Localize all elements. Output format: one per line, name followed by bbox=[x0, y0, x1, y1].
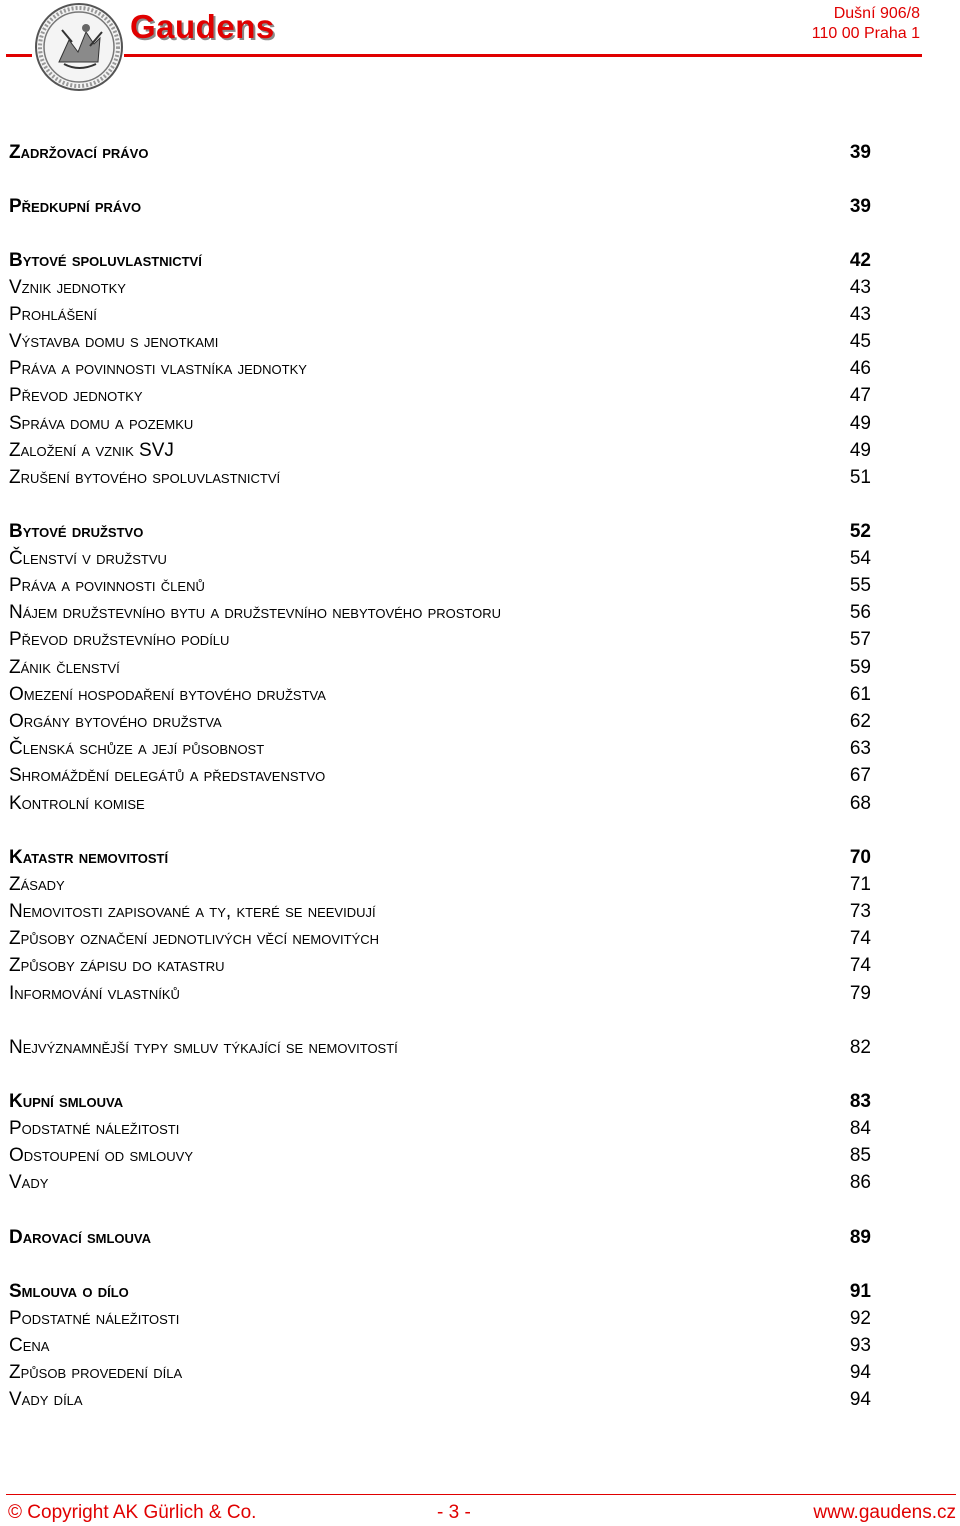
footer-rule bbox=[6, 1494, 956, 1495]
toc-entry-page: 67 bbox=[849, 765, 871, 786]
copyright-text: © Copyright AK Gürlich & Co. bbox=[8, 1502, 257, 1523]
toc-entry-page: 74 bbox=[849, 955, 871, 976]
toc-entry[interactable] bbox=[9, 1278, 871, 1305]
toc-entry-title: Předkupní právo bbox=[9, 196, 142, 217]
toc-entry-page: 49 bbox=[849, 413, 871, 434]
toc-entry[interactable] bbox=[9, 708, 871, 735]
toc-entry-title: Převod družstevního podílu bbox=[9, 629, 230, 650]
toc-entry-title: Podstatné náležitosti bbox=[9, 1118, 180, 1139]
brand-name: Gaudens bbox=[130, 8, 275, 45]
toc-entry-title: Informování vlastníků bbox=[9, 983, 180, 1004]
toc-entry[interactable] bbox=[9, 410, 871, 437]
toc-entry-title: Nemovitosti zapisované a ty, které se neevidují bbox=[9, 901, 376, 922]
toc-entry-page: 39 bbox=[849, 196, 871, 217]
toc-entry-page: 93 bbox=[849, 1335, 871, 1356]
toc-entry-page: 94 bbox=[849, 1389, 871, 1410]
toc-entry-page: 83 bbox=[849, 1091, 871, 1112]
toc-entry-page: 79 bbox=[849, 983, 871, 1004]
toc-entry-title: Zásady bbox=[9, 874, 65, 895]
toc-entry[interactable] bbox=[9, 1359, 871, 1386]
toc-entry-page: 62 bbox=[849, 711, 871, 732]
toc-entry-title: Odstoupení od smlouvy bbox=[9, 1145, 194, 1166]
toc-entry[interactable] bbox=[9, 274, 871, 301]
toc-entry-title: Zánik členství bbox=[9, 657, 120, 678]
toc-entry-page: 73 bbox=[849, 901, 871, 922]
toc-entry[interactable] bbox=[9, 1305, 871, 1332]
toc-entry-page: 70 bbox=[849, 847, 871, 868]
toc-entry-title: Bytové družstvo bbox=[9, 521, 144, 542]
toc-entry-page: 46 bbox=[849, 358, 871, 379]
toc-entry-page: 52 bbox=[849, 521, 871, 542]
toc-entry-title: Kupní smlouva bbox=[9, 1091, 124, 1112]
toc-entry-title: Způsob provedení díla bbox=[9, 1362, 183, 1383]
toc-entry-page: 85 bbox=[849, 1145, 871, 1166]
website-link[interactable]: www.gaudens.cz bbox=[813, 1502, 956, 1523]
toc-entry-page: 55 bbox=[849, 575, 871, 596]
toc-entry-page: 71 bbox=[849, 874, 871, 895]
toc-entry-title: Shromáždění delegátů a představenstvo bbox=[9, 765, 326, 786]
toc-entry-page: 43 bbox=[849, 304, 871, 325]
toc-entry-page: 43 bbox=[849, 277, 871, 298]
toc-entry[interactable] bbox=[9, 762, 871, 789]
toc-entry-title: Zadržovací právo bbox=[9, 142, 149, 163]
toc-entry[interactable] bbox=[9, 626, 871, 653]
toc-entry[interactable] bbox=[9, 139, 871, 166]
toc-entry[interactable] bbox=[9, 1169, 871, 1196]
toc-entry[interactable] bbox=[9, 925, 871, 952]
toc-entry[interactable] bbox=[9, 437, 871, 464]
address-line-2: 110 00 Praha 1 bbox=[811, 25, 920, 42]
toc-entry[interactable] bbox=[9, 735, 871, 762]
toc-entry-title: Podstatné náležitosti bbox=[9, 1308, 180, 1329]
page-number: - 3 - bbox=[437, 1502, 471, 1523]
toc-entry[interactable] bbox=[9, 1034, 871, 1061]
toc-entry[interactable] bbox=[9, 1142, 871, 1169]
toc-entry[interactable] bbox=[9, 599, 871, 626]
toc-entry-page: 63 bbox=[849, 738, 871, 759]
toc-entry[interactable] bbox=[9, 1115, 871, 1142]
toc-entry[interactable] bbox=[9, 355, 871, 382]
toc-entry[interactable] bbox=[9, 572, 871, 599]
toc-entry[interactable] bbox=[9, 871, 871, 898]
toc-entry-page: 49 bbox=[849, 440, 871, 461]
toc-entry-page: 84 bbox=[849, 1118, 871, 1139]
toc-entry-title: Zrušení bytového spoluvlastnictví bbox=[9, 467, 281, 488]
toc-entry[interactable] bbox=[9, 898, 871, 925]
toc-entry-page: 42 bbox=[849, 250, 871, 271]
toc-entry-title: Práva a povinnosti vlastníka jednotky bbox=[9, 358, 307, 379]
toc-entry-page: 94 bbox=[849, 1362, 871, 1383]
toc-entry-title: Vady bbox=[9, 1172, 49, 1193]
toc-entry-title: Členství v družstvu bbox=[9, 548, 167, 569]
toc-entry-title: Způsoby označení jednotlivých věcí nemovitých bbox=[9, 928, 380, 949]
toc-entry-title: Práva a povinnosti členů bbox=[9, 575, 205, 596]
toc-entry-page: 61 bbox=[849, 684, 871, 705]
toc-entry-title: Vady díla bbox=[9, 1389, 83, 1410]
toc-entry[interactable] bbox=[9, 654, 871, 681]
toc-entry-title: Nájem družstevního bytu a družstevního nebytového prostoru bbox=[9, 602, 502, 623]
toc-entry-title: Darovací smlouva bbox=[9, 1227, 152, 1248]
toc-entry[interactable] bbox=[9, 681, 871, 708]
toc-entry-page: 51 bbox=[849, 467, 871, 488]
toc-entry-title: Omezení hospodaření bytového družstva bbox=[9, 684, 326, 705]
toc-entry-page: 54 bbox=[849, 548, 871, 569]
toc-entry-title: Nejvýznamnější typy smluv týkající se nemovitostí bbox=[9, 1037, 398, 1058]
toc-entry[interactable] bbox=[9, 1332, 871, 1359]
toc-entry[interactable] bbox=[9, 382, 871, 409]
toc-entry-page: 47 bbox=[849, 385, 871, 406]
toc-entry[interactable] bbox=[9, 518, 871, 545]
toc-entry[interactable] bbox=[9, 247, 871, 274]
toc-entry-title: Výstavba domu s jenotkami bbox=[9, 331, 219, 352]
toc-entry[interactable] bbox=[9, 464, 871, 491]
page-footer bbox=[0, 1499, 960, 1526]
toc-entry-title: Cena bbox=[9, 1335, 50, 1356]
toc-entry-page: 68 bbox=[849, 793, 871, 814]
toc-entry-title: Kontrolní komise bbox=[9, 793, 145, 814]
toc-entry[interactable] bbox=[9, 1224, 871, 1251]
toc-entry-title: Katastr nemovitostí bbox=[9, 847, 169, 868]
toc-entry-page: 59 bbox=[849, 657, 871, 678]
toc-entry-page: 91 bbox=[849, 1281, 871, 1302]
toc-entry[interactable] bbox=[9, 328, 871, 355]
toc-entry-page: 57 bbox=[849, 629, 871, 650]
toc-entry-page: 74 bbox=[849, 928, 871, 949]
toc-entry-title: Bytové spoluvlastnictví bbox=[9, 250, 202, 271]
toc-entry-title: Správa domu a pozemku bbox=[9, 413, 194, 434]
toc-entry-page: 45 bbox=[849, 331, 871, 352]
toc-entry[interactable] bbox=[9, 790, 871, 817]
toc-entry-page: 39 bbox=[849, 142, 871, 163]
toc-entry-page: 89 bbox=[849, 1227, 871, 1248]
toc-entry[interactable] bbox=[9, 844, 871, 871]
toc-entry-title: Převod jednotky bbox=[9, 385, 143, 406]
toc-entry-title: Členská schůze a její působnost bbox=[9, 738, 265, 759]
toc-entry-page: 82 bbox=[849, 1037, 871, 1058]
toc-entry-page: 86 bbox=[849, 1172, 871, 1193]
toc-entry-page: 92 bbox=[849, 1308, 871, 1329]
toc-entry[interactable] bbox=[9, 952, 871, 979]
toc-entry[interactable] bbox=[9, 193, 871, 220]
toc-entry-title: Smlouva o dílo bbox=[9, 1281, 129, 1302]
toc-entry-title: Způsoby zápisu do katastru bbox=[9, 955, 225, 976]
toc-entry[interactable] bbox=[9, 1088, 871, 1115]
toc-entry[interactable] bbox=[9, 1386, 871, 1413]
toc-entry[interactable] bbox=[9, 301, 871, 328]
toc-entry-title: Orgány bytového družstva bbox=[9, 711, 222, 732]
toc-entry[interactable] bbox=[9, 980, 871, 1007]
toc-entry-title: Prohlášení bbox=[9, 304, 97, 325]
toc-entry[interactable] bbox=[9, 545, 871, 572]
toc-entry-title: Založení a vznik SVJ bbox=[9, 440, 174, 461]
toc-entry-title: Vznik jednotky bbox=[9, 277, 126, 298]
toc-entry-page: 56 bbox=[849, 602, 871, 623]
address-line-1: Dušní 906/8 bbox=[833, 5, 920, 22]
